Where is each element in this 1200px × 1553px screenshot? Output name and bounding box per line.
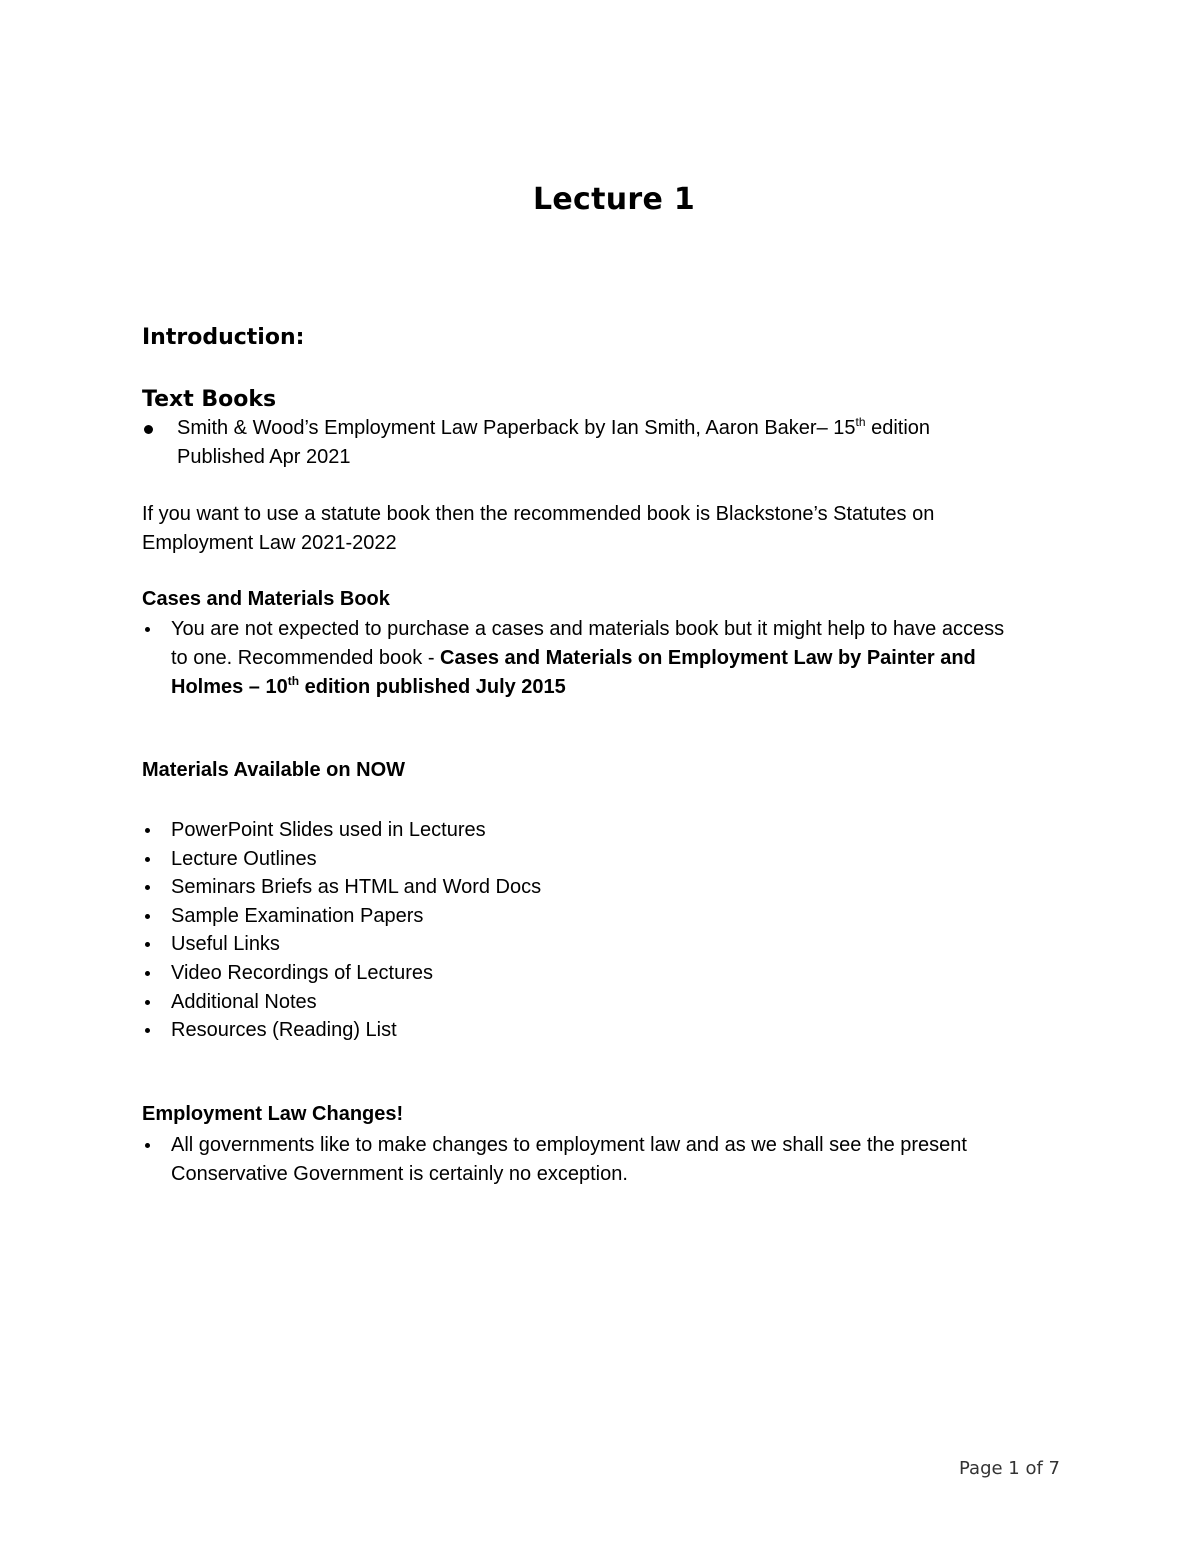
statute-line-1: If you want to use a statute book then the recommended book is Blackstone’s Statutes on [142,503,935,525]
list-item: Seminars Briefs as HTML and Word Docs [142,873,842,902]
changes-line-1: All governments like to make changes to employment law and as we shall see the present [171,1134,967,1156]
textbook-line-2: Published Apr 2021 [177,446,351,468]
list-item: Lecture Outlines [142,845,842,874]
list-item: Video Recordings of Lectures [142,959,842,988]
employment-changes-heading: Employment Law Changes! [142,1103,404,1125]
cases-line-3: Holmes – 10th edition published July 2015 [171,674,566,698]
list-item: Resources (Reading) List [142,1016,842,1045]
textbook-line-1: Smith & Wood’s Employment Law Paperback by Ian Smith, Aaron Baker– 15th edition [177,415,931,439]
bullet-icon [144,425,153,434]
bullet-icon [145,1143,150,1148]
materials-list [142,816,842,1045]
list-item: Sample Examination Papers [142,902,842,931]
bullet-icon [145,828,150,833]
bullet-icon [145,1000,150,1005]
cases-line-2: to one. Recommended book - Cases and Materials on Employment Law by Painter and [171,647,976,669]
bullet-icon [145,942,150,947]
bullet-icon [145,857,150,862]
textbooks-heading: Text Books [142,387,277,412]
bullet-icon [145,914,150,919]
cases-materials-heading: Cases and Materials Book [142,588,390,610]
materials-heading: Materials Available on NOW [142,759,406,781]
cases-line-1: You are not expected to purchase a cases and materials book but it might help to have access [171,618,1005,640]
introduction-heading: Introduction: [142,325,305,350]
page-title: Lecture 1 [532,182,696,217]
list-item: Useful Links [142,930,842,959]
page-number: Page 1 of 7 [959,1458,1060,1479]
bullet-icon [145,971,150,976]
bullet-icon [145,627,150,632]
statute-paragraph [142,500,1082,558]
list-item: PowerPoint Slides used in Lectures [142,816,842,845]
changes-line-2: Conservative Government is certainly no exception. [171,1163,628,1185]
bullet-icon [145,1028,150,1033]
list-item: Additional Notes [142,988,842,1017]
bullet-icon [145,885,150,890]
statute-line-2: Employment Law 2021-2022 [142,532,397,554]
